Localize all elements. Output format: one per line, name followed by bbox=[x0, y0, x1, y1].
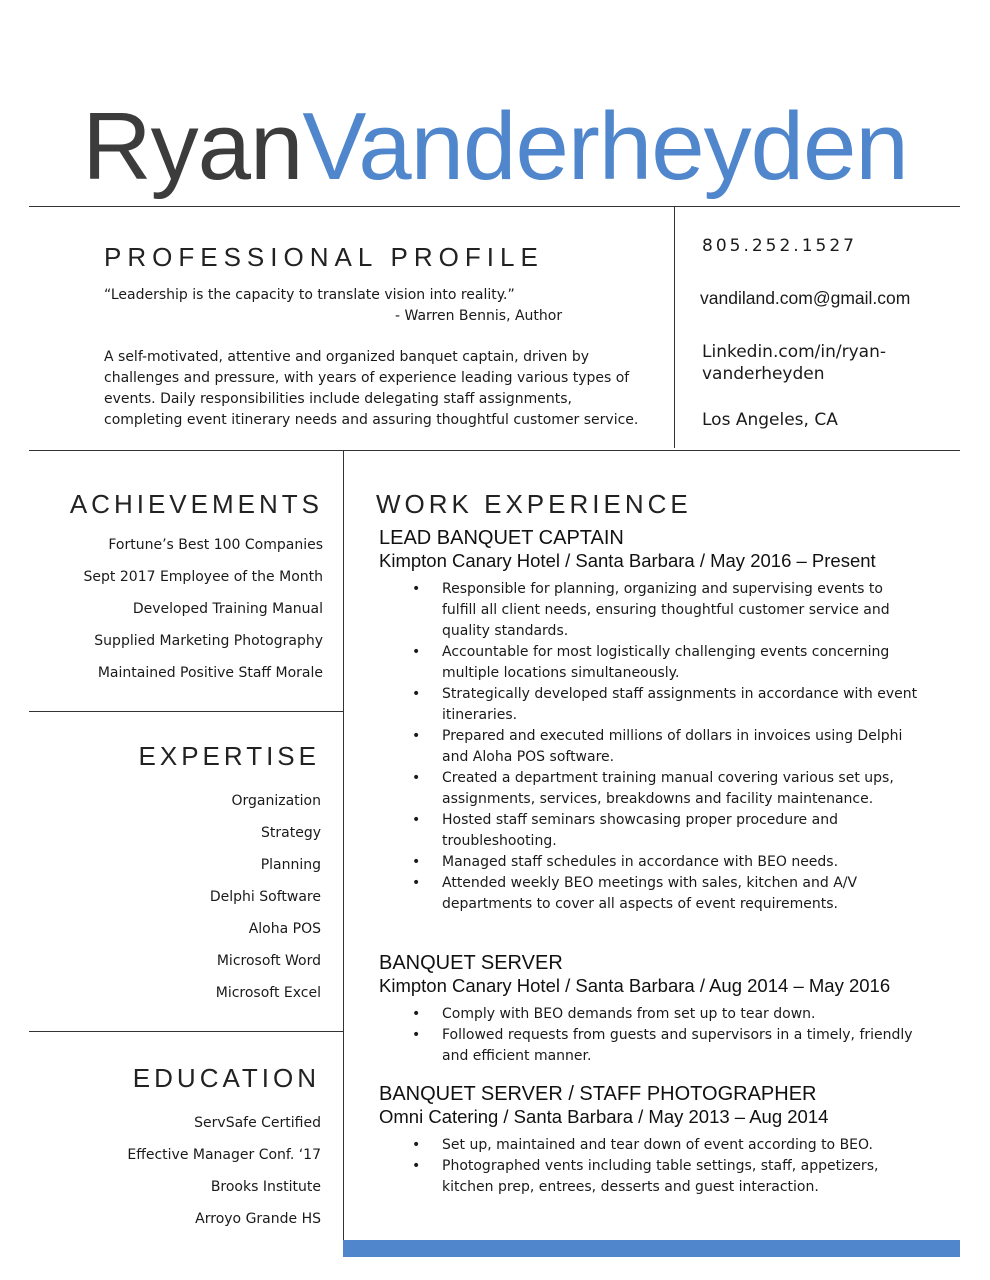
profile-divider bbox=[29, 450, 960, 451]
contact-location: Los Angeles, CA bbox=[702, 410, 838, 430]
job-banquet-server bbox=[379, 952, 939, 1067]
linkedin-line-2: vanderheyden bbox=[702, 364, 825, 384]
education-heading: EDUCATION bbox=[132, 1063, 320, 1093]
education-list bbox=[127, 1107, 321, 1235]
expertise-list bbox=[210, 785, 321, 1009]
bullet-item: • Prepared and executed millions of dollars in invoices using Delphi and Aloha POS software. bbox=[379, 726, 919, 768]
list-item: Maintained Positive Staff Morale bbox=[97, 665, 323, 681]
list-item: Developed Training Manual bbox=[132, 601, 323, 617]
job-bullets bbox=[379, 1004, 939, 1067]
bullet-item: • Responsible for planning, organizing and supervising events to fulfill all client needs, ensuring thoughtful customer service and quality standards. bbox=[379, 579, 919, 642]
sidebar-vertical-divider bbox=[343, 450, 344, 1257]
resume-name bbox=[0, 92, 990, 202]
list-item: Supplied Marketing Photography bbox=[94, 633, 323, 649]
list-item: Aloha POS bbox=[248, 921, 321, 937]
bullet-item: • Strategically developed staff assignments in accordance with event itineraries. bbox=[379, 684, 919, 726]
contact-email[interactable]: vandiland.com@gmail.com bbox=[700, 288, 911, 308]
bullet-item: • Followed requests from guests and supervisors in a timely, friendly and efficient manner. bbox=[379, 1025, 919, 1067]
job-subtitle: Omni Catering / Santa Barbara / May 2013 – Aug 2014 bbox=[379, 1106, 829, 1127]
job-lead-banquet-captain bbox=[379, 527, 939, 915]
footer-accent-bar bbox=[343, 1240, 960, 1257]
job-title: LEAD BANQUET CAPTAIN bbox=[379, 527, 624, 549]
bullet-item: • Accountable for most logistically challenging events concerning multiple locations simultaneously. bbox=[379, 642, 919, 684]
list-item: Brooks Institute bbox=[210, 1179, 321, 1195]
list-item: Planning bbox=[260, 857, 321, 873]
bullet-item: • Set up, maintained and tear down of event according to BEO. bbox=[379, 1135, 919, 1156]
linkedin-line-1: Linkedin.com/in/ryan- bbox=[702, 342, 886, 362]
profile-summary: A self-motivated, attentive and organized banquet captain, driven by challenges and pressure, with years of experience leading various types of events. Daily responsibilities include delegating staff assignments, completing event itinerary needs and assuring thoughtful customer service. bbox=[104, 349, 639, 428]
bullet-item: • Hosted staff seminars showcasing proper procedure and troubleshooting. bbox=[379, 810, 919, 852]
expertise-divider bbox=[29, 1031, 343, 1032]
list-item: ServSafe Certified bbox=[194, 1115, 321, 1131]
work-heading: WORK EXPERIENCE bbox=[376, 489, 692, 519]
job-subtitle: Kimpton Canary Hotel / Santa Barbara / May 2016 – Present bbox=[379, 550, 876, 571]
list-item: Strategy bbox=[261, 825, 321, 841]
contact-linkedin[interactable] bbox=[702, 341, 886, 385]
list-item: Microsoft Excel bbox=[215, 985, 321, 1001]
contact-phone[interactable]: 805.252.1527 bbox=[702, 236, 857, 256]
job-title: BANQUET SERVER bbox=[379, 952, 563, 974]
list-item: Effective Manager Conf. ‘17 bbox=[127, 1147, 321, 1163]
profile-quote: “Leadership is the capacity to translate vision into reality.” bbox=[104, 287, 515, 303]
achievements-list bbox=[84, 529, 323, 689]
job-bullets bbox=[379, 579, 939, 915]
list-item: Arroyo Grande HS bbox=[195, 1211, 321, 1227]
quote-author: - Warren Bennis, Author bbox=[395, 308, 563, 324]
last-name: Vanderheyden bbox=[302, 93, 908, 200]
list-item: Fortune’s Best 100 Companies bbox=[108, 537, 323, 553]
bullet-item: • Photographed vents including table settings, staff, appetizers, kitchen prep, entrees, desserts and guest interaction. bbox=[379, 1156, 919, 1198]
list-item: Microsoft Word bbox=[216, 953, 321, 969]
list-item: Delphi Software bbox=[209, 889, 321, 905]
contact-vertical-divider bbox=[674, 206, 675, 448]
header-divider bbox=[29, 206, 960, 207]
bullet-item: • Created a department training manual covering various set ups, assignments, services, breakdowns and facility maintenance. bbox=[379, 768, 919, 810]
list-item: Organization bbox=[231, 793, 321, 809]
bullet-item: • Managed staff schedules in accordance with BEO needs. bbox=[379, 852, 919, 873]
first-name: Ryan bbox=[82, 93, 303, 200]
expertise-heading: EXPERTISE bbox=[138, 741, 320, 771]
list-item: Sept 2017 Employee of the Month bbox=[83, 569, 323, 585]
job-bullets bbox=[379, 1135, 939, 1198]
job-subtitle: Kimpton Canary Hotel / Santa Barbara / Aug 2014 – May 2016 bbox=[379, 975, 891, 996]
profile-heading: PROFESSIONAL PROFILE bbox=[104, 242, 544, 272]
bullet-item: • Comply with BEO demands from set up to tear down. bbox=[379, 1004, 919, 1025]
job-title: BANQUET SERVER / STAFF PHOTOGRAPHER bbox=[379, 1083, 817, 1105]
achievements-divider bbox=[29, 711, 343, 712]
job-banquet-server-photographer bbox=[379, 1083, 939, 1198]
achievements-heading: ACHIEVEMENTS bbox=[69, 489, 323, 519]
bullet-item: • Attended weekly BEO meetings with sales, kitchen and A/V departments to cover all aspects of event requirements. bbox=[379, 873, 919, 915]
